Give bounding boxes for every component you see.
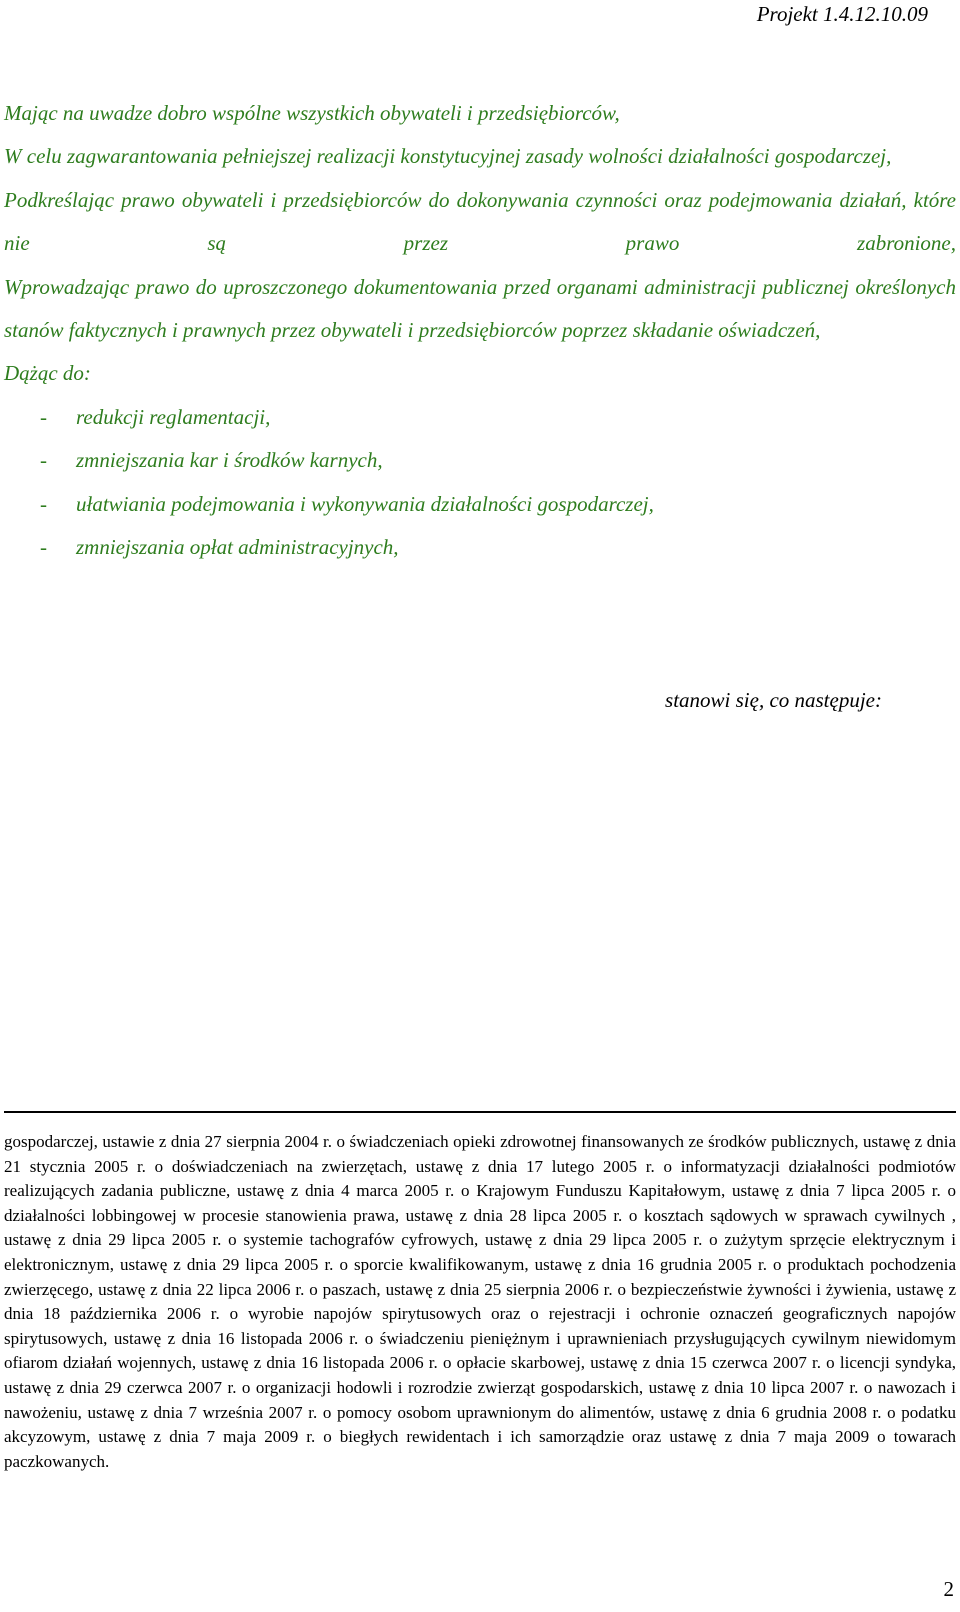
footnote-separator	[4, 1111, 956, 1113]
project-id: Projekt 1.4.12.10.09	[756, 2, 928, 26]
list-item	[4, 396, 956, 439]
list-item-text: zmniejszania opłat administracyjnych,	[76, 535, 399, 560]
preamble-paragraph: Podkreślając prawo obywateli i przedsiębiorców do dokonywania czynności oraz podejmowania działań, które nie są przez prawo zabronione,	[4, 187, 956, 256]
list-item	[4, 439, 956, 482]
preamble-paragraph: Mając na uwadze dobro wspólne wszystkich obywateli i przedsiębiorców,	[4, 101, 620, 125]
list-item	[4, 483, 956, 526]
list-dash: -	[40, 404, 47, 429]
list-item-text: ułatwiania podejmowania i wykonywania działalności gospodarczej,	[76, 491, 654, 516]
goals-list	[4, 396, 956, 570]
preamble-paragraph: Dążąc do:	[4, 361, 91, 386]
list-dash: -	[40, 535, 47, 560]
list-item	[4, 526, 956, 569]
preamble-paragraph: W celu zagwarantowania pełniejszej realizacji konstytucyjnej zasady wolności działalności gospodarczej,	[4, 144, 892, 169]
footnote-text: gospodarczej, ustawie z dnia 27 sierpnia 2004 r. o świadczeniach opieki zdrowotnej finansowanych ze środków publicznych, ustawę z dnia 21 stycznia 2005 r. o doświadczeniach na zwierzętach, ustawę z dnia 17 lutego 2005 r. o informatyzacji działalności podmiotów realizujących zadania publiczne, ustawę z dnia 4 marca 2005 r. o Krajowym Funduszu Kapitałowym, ustawę z dnia 7 lipca 2005 r. o działalności lobbingowej w procesie stanowienia prawa, ustawę z dnia 28 lipca 2005 r. o kosztach sądowych w sprawach cywilnych , ustawę z dnia 29 lipca 2005 r. o systemie tachografów cyfrowych, ustawę z dnia 29 lipca 2005 r. o zużytym sprzęcie elektrycznym i elektronicznym, ustawę z dnia 29 lipca 2005 r. o sporcie kwalifikowanym, ustawę z dnia 16 grudnia 2005 r. o produktach pochodzenia zwierzęcego, ustawę z dnia 22 lipca 2006 r. o paszach, ustawę z dnia 25 sierpnia 2006 r. o bezpieczeństwie żywności i żywienia, ustawę z dnia 18 października 2006 r. o wyrobie napojów spirytusowych oraz o rejestracji i ochronie oznaczeń geograficznych napojów spirytusowych, ustawę z dnia 16 listopada 2006 r. o świadczeniu pieniężnym i uprawnieniach przysługujących cywilnym niewidomym ofiarom działań wojennych, ustawę z dnia 16 listopada 2006 r. o opłacie skarbowej, ustawę z dnia 15 czerwca 2007 r. o licencji syndyka, ustawę z dnia 29 czerwca 2007 r. o organizacji hodowli i rozrodzie zwierząt gospodarskich, ustawę z dnia 10 lipca 2007 r. o nawozach i nawożeniu, ustawę z dnia 7 września 2007 r. o pomocy osobom uprawnionym do alimentów, ustawę z dnia 6 grudnia 2008 r. o podatku akcyzowym, ustawę z dnia 7 maja 2009 r. o biegłych rewidentach i ich samorządzie oraz ustawę z dnia 7 maja 2009 o towarach paczkowanych.	[4, 1132, 956, 1471]
list-item-text: zmniejszania kar i środków karnych,	[76, 448, 383, 473]
list-item-text: redukcji reglamentacji,	[76, 404, 271, 429]
page-number: 2	[943, 1577, 954, 1601]
list-dash: -	[40, 491, 47, 516]
preamble	[4, 92, 956, 569]
closing-formula: stanowi się, co następuje:	[665, 688, 882, 712]
preamble-paragraph: Wprowadzając prawo do uproszczonego dokumentowania przed organami administracji publicznej określonych stanów faktycznych i prawnych przez obywateli i przedsiębiorców poprzez składanie oświadczeń,	[4, 274, 956, 343]
list-dash: -	[40, 448, 47, 473]
